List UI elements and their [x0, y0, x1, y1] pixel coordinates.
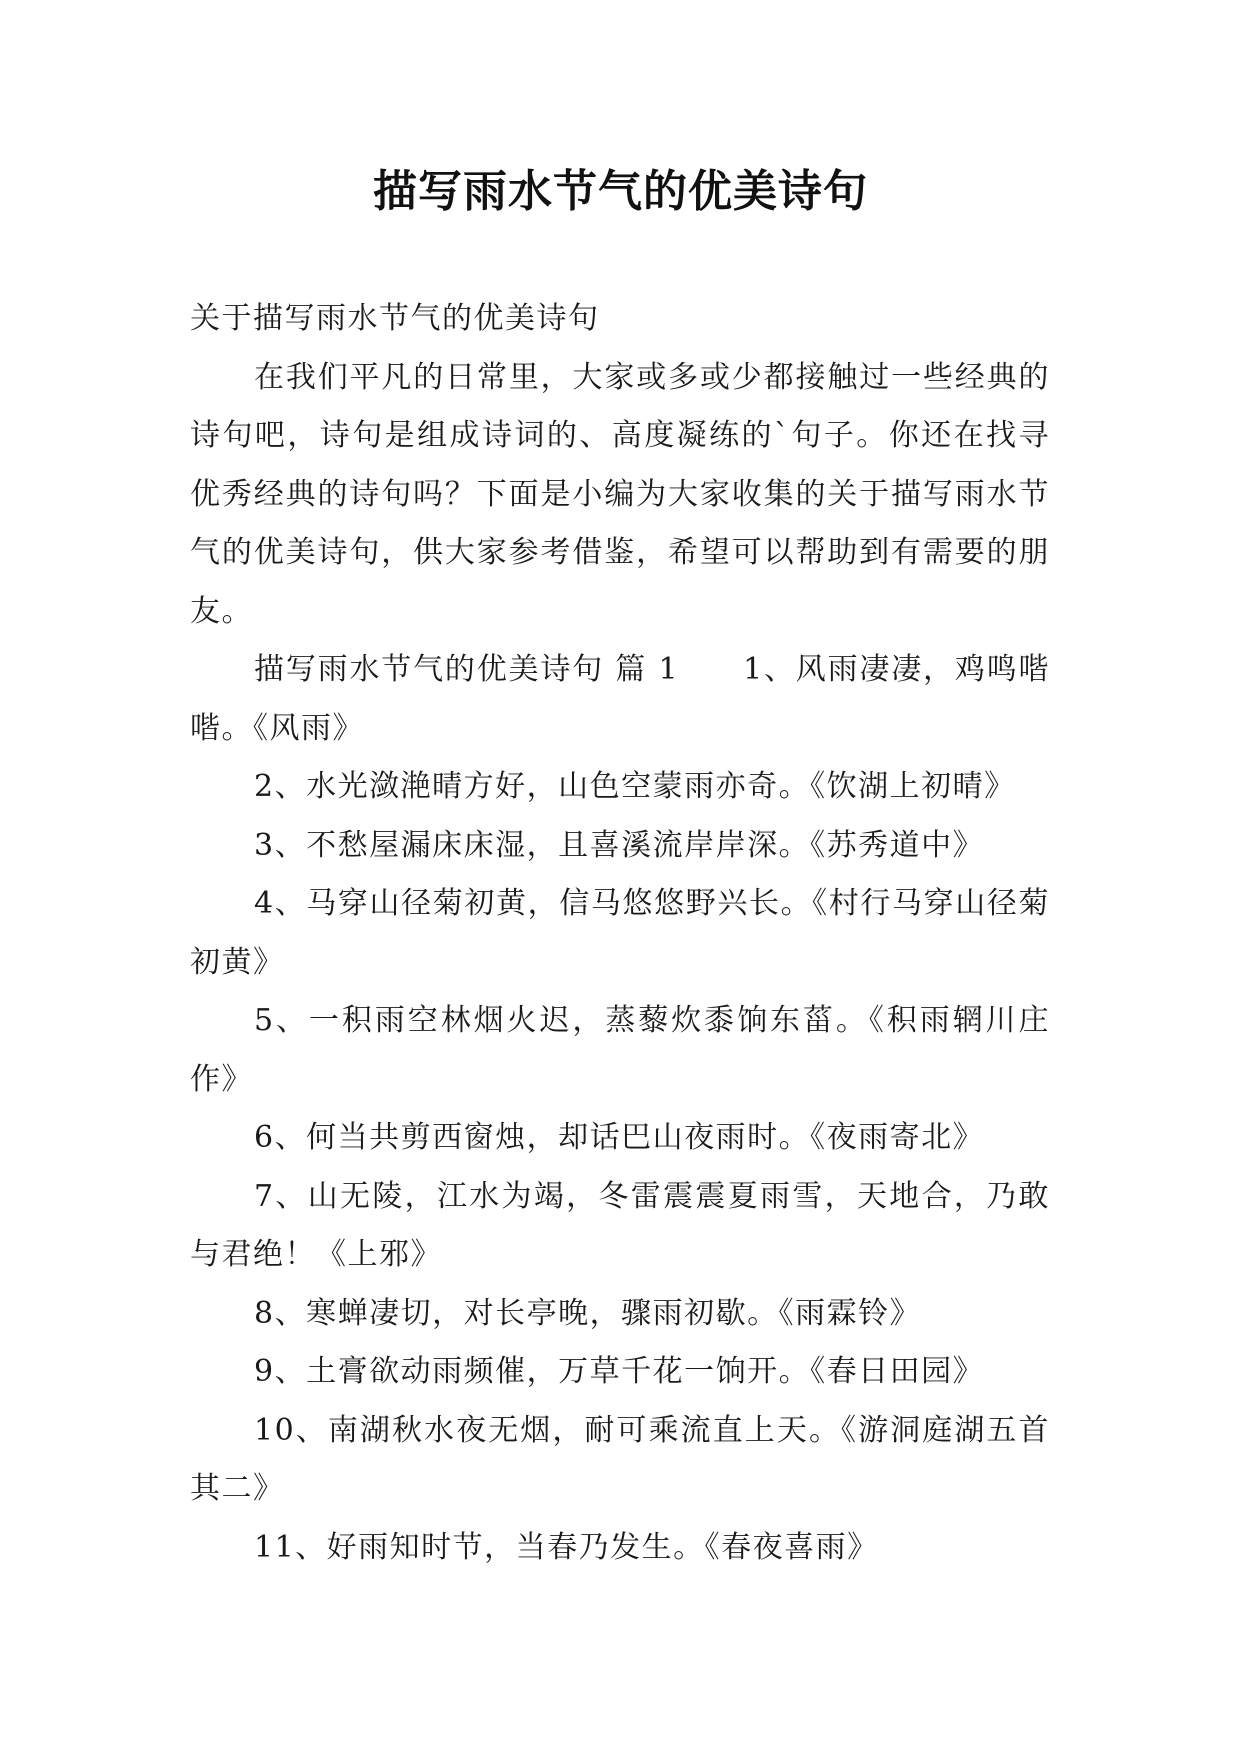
section-heading: 描写雨水节气的优美诗句 篇 1: [254, 652, 680, 687]
section-heading-paragraph: [190, 641, 1050, 758]
poem-line-1: 1、风雨凄凄，鸡鸣喈喈。《风雨》: [190, 652, 1050, 746]
poem-line-4: 4、马穿山径菊初黄，信马悠悠野兴长。《村行马穿山径菊初黄》: [190, 886, 1050, 980]
poem-line-11: 11、好雨知时节，当春乃发生。《春夜喜雨》: [254, 1529, 879, 1565]
poem-line-2: 2、水光潋滟晴方好，山色空蒙雨亦奇。《饮湖上初晴》: [254, 769, 1016, 804]
intro-paragraph: 在我们平凡的日常里，大家或多或少都接触过一些经典的诗句吧，诗句是组成诗词的、高度凝练的`句子。你还在找寻优秀经典的诗句吗？下面是小编为大家收集的关于描写雨水节气的优美诗句，供大家参考借鉴，希望可以帮助到有需要的朋友。: [190, 359, 1050, 629]
poem-line-3: 3、不愁屋漏床床湿，且喜溪流岸岸深。《苏秀道中》: [254, 827, 985, 863]
poem-line-10: 10、南湖秋水夜无烟，耐可乘流直上天。《游洞庭湖五首其二》: [190, 1412, 1050, 1506]
poem-line-8: 8、寒蝉凄切，对长亭晚，骤雨初歇。《雨霖铃》: [254, 1295, 922, 1331]
poem-line-5: 5、一积雨空林烟火迟，蒸藜炊黍饷东菑。《积雨辋川庄作》: [190, 1003, 1050, 1097]
document-title: 描写雨水节气的优美诗句: [373, 166, 868, 217]
poem-line-9: 9、土膏欲动雨频催，万草千花一饷开。《春日田园》: [254, 1354, 985, 1389]
poem-line-6: 6、何当共剪西窗烛，却话巴山夜雨时。《夜雨寄北》: [254, 1120, 985, 1155]
document-subtitle: 关于描写雨水节气的优美诗句: [190, 301, 600, 336]
document-body: [190, 290, 1050, 1577]
poem-line-7: 7、山无陵，江水为竭，冬雷震震夏雨雪，天地合，乃敢与君绝！《上邪》: [190, 1178, 1050, 1272]
